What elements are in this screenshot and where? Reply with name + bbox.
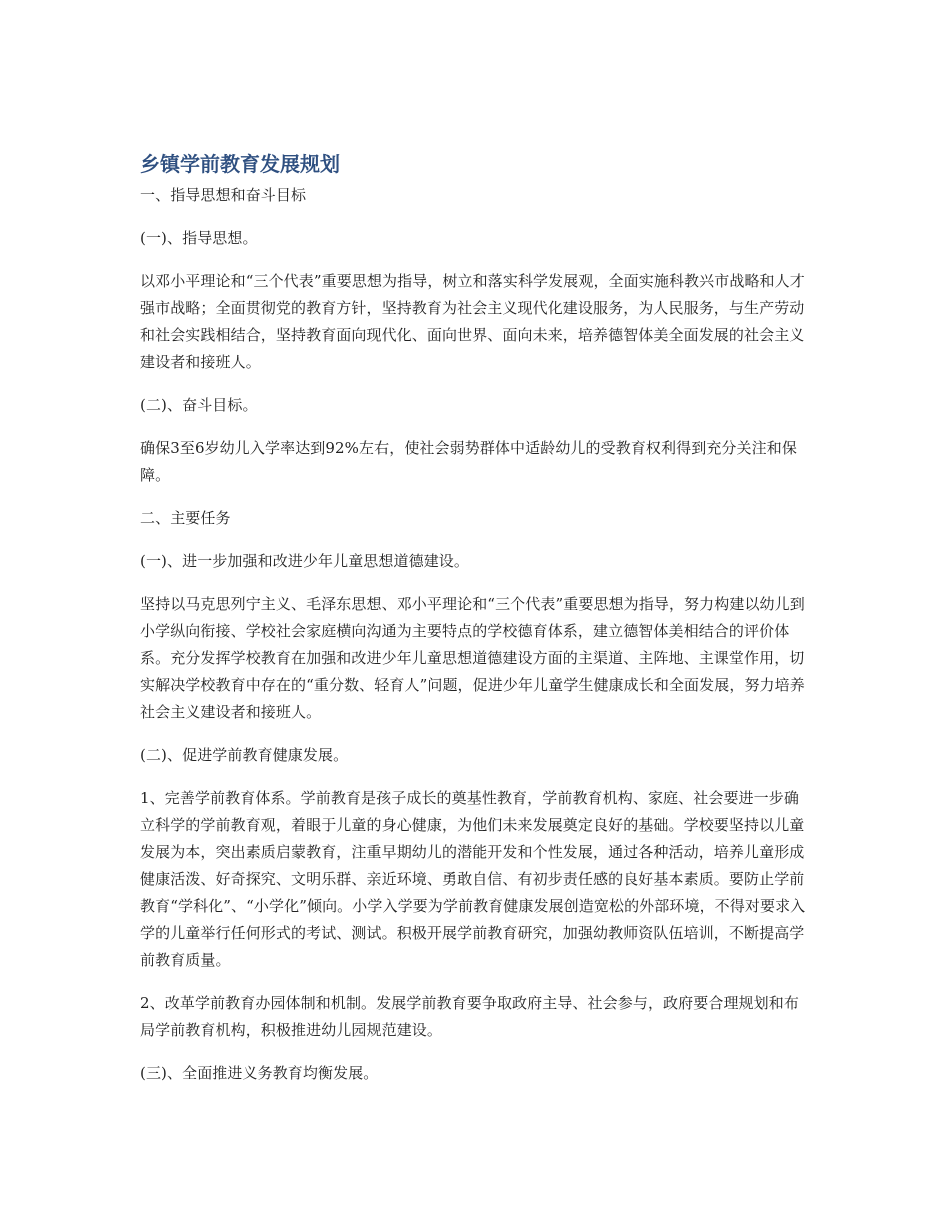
document-title: 乡镇学前教育发展规划 [140, 152, 340, 176]
subsection-heading-moral-education: (一)、进一步加强和改进少年儿童思想道德建设。 [140, 552, 470, 570]
section-heading-main-tasks: 二、主要任务 [140, 509, 231, 527]
subsection-heading-guiding-thought: (一)、指导思想。 [140, 229, 258, 247]
section-heading-guiding-and-goals: 一、指导思想和奋斗目标 [140, 186, 307, 204]
document-body [140, 150, 810, 1103]
subsection-heading-preschool-development: (二)、促进学前教育健康发展。 [140, 746, 349, 764]
paragraph-preschool-reform: 2、改革学前教育办园体制和机制。发展学前教育要争取政府主导、社会参与，政府要合理规划和布局学前教育机构，积极推进幼儿园规范建设。 [140, 994, 799, 1039]
paragraph-moral-education: 坚持以马克思列宁主义、毛泽东思想、邓小平理论和“三个代表”重要思想为指导，努力构建以幼儿到小学纵向衔接、学校社会家庭横向沟通为主要特点的学校德育体系，建立德智体美相结合的评价体系。充分发挥学校教育在加强和改进少年儿童思想道德建设方面的主渠道、主阵地、主课堂作用，切实解决学校教育中存在的“重分数、轻育人”问题，促进少年儿童学生健康成长和全面发展，努力培养社会主义建设者和接班人。 [140, 595, 805, 721]
subsection-heading-goals: (二)、奋斗目标。 [140, 396, 258, 414]
subsection-heading-compulsory-education: (三)、全面推进义务教育均衡发展。 [140, 1064, 379, 1082]
paragraph-goals: 确保3至6岁幼儿入学率达到92%左右，使社会弱势群体中适龄幼儿的受教育权利得到充分关注和保障。 [140, 439, 797, 484]
paragraph-guiding-thought: 以邓小平理论和“三个代表”重要思想为指导，树立和落实科学发展观，全面实施科教兴市战略和人才强市战略；全面贯彻党的教育方针，坚持教育为社会主义现代化建设服务，为人民服务，与生产劳动和社会实践相结合，坚持教育面向现代化、面向世界、面向未来，培养德智体美全面发展的社会主义建设者和接班人。 [140, 272, 805, 371]
paragraph-preschool-system: 1、完善学前教育体系。学前教育是孩子成长的奠基性教育，学前教育机构、家庭、社会要进一步确立科学的学前教育观，着眼于儿童的身心健康，为他们未来发展奠定良好的基础。学校要坚持以儿童发展为本，突出素质启蒙教育，注重早期幼儿的潜能开发和个性发展，通过各种活动，培养儿童形成健康活泼、好奇探究、文明乐群、亲近环境、勇敢自信、有初步责任感的良好基本素质。要防止学前教育“学科化”、“小学化”倾向。小学入学要为学前教育健康发展创造宽松的外部环境，不得对要求入学的儿童举行任何形式的考试、测试。积极开展学前教育研究，加强幼教师资队伍培训，不断提高学前教育质量。 [140, 789, 806, 969]
